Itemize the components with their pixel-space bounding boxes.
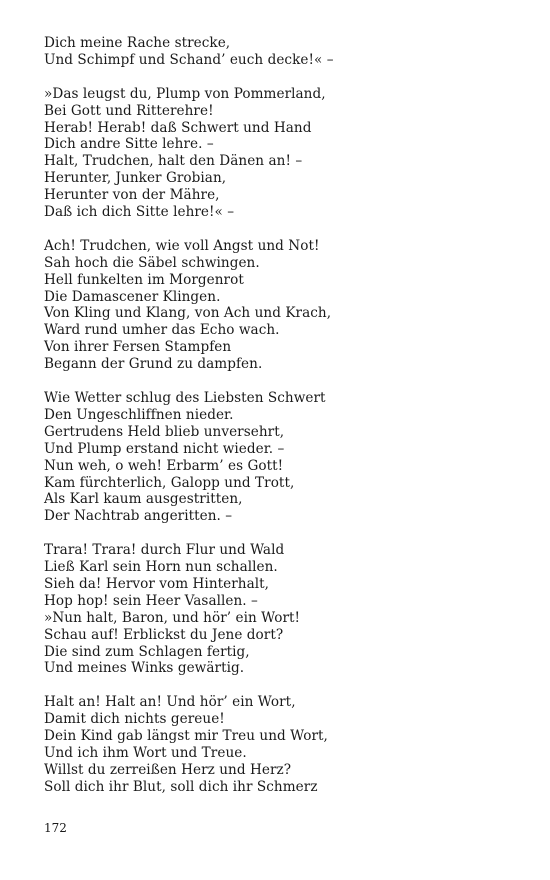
poem-line: Damit dich nichts gereue!	[44, 711, 225, 728]
poem-line: Ward rund umher das Echo wach.	[44, 322, 280, 339]
stanza	[44, 238, 524, 373]
stanza	[44, 86, 524, 221]
poem-line: Bei Gott und Ritterehre!	[44, 102, 214, 119]
poem-line: Herunter, Junker Grobian,	[44, 170, 227, 187]
poem-line: Ach! Trudchen, wie voll Angst und Not!	[44, 237, 320, 254]
poem-line: Dein Kind gab längst mir Treu und Wort,	[44, 728, 328, 745]
stanza	[44, 542, 524, 677]
poem-line: Von Kling und Klang, von Ach und Krach,	[44, 305, 332, 322]
poem-line: Und ich ihm Wort und Treue.	[44, 744, 247, 761]
poem-line: Daß ich dich Sitte lehre!« –	[44, 204, 235, 221]
stanza	[44, 694, 524, 795]
poem-line: Herunter von der Mähre,	[44, 187, 220, 204]
stanza	[44, 35, 524, 69]
poem-line: Wie Wetter schlug des Liebsten Schwert	[44, 389, 326, 406]
poem-line: Hop hop! sein Heer Vasallen. –	[44, 592, 258, 609]
poem-line: Der Nachtrab angeritten. –	[44, 508, 233, 525]
poem-line: Hell funkelten im Morgenrot	[44, 271, 244, 288]
poem-line: Gertrudens Held blieb unversehrt,	[44, 423, 285, 440]
page-number: 172	[44, 821, 67, 835]
poem-line: Dich meine Rache strecke,	[44, 35, 231, 51]
poem-line: Von ihrer Fersen Stampfen	[44, 339, 232, 356]
poem-line: Den Ungeschliffnen nieder.	[44, 406, 234, 423]
poem-line: Als Karl kaum ausgestritten,	[44, 491, 243, 508]
poem-text	[44, 35, 524, 813]
poem-line: Trara! Trara! durch Flur und Wald	[44, 542, 285, 559]
poem-line: Herab! Herab! daß Schwert und Hand	[44, 119, 312, 136]
stanza	[44, 390, 524, 525]
poem-line: »Das leugst du, Plump von Pommerland,	[44, 85, 326, 102]
poem-line: Begann der Grund zu dampfen.	[44, 356, 263, 373]
poem-line: Schau auf! Erblickst du Jene dort?	[44, 626, 284, 643]
poem-line: Die sind zum Schlagen fertig,	[44, 643, 250, 660]
poem-line: Und Plump erstand nicht wieder. –	[44, 440, 285, 457]
poem-line: Sah hoch die Säbel schwingen.	[44, 254, 260, 271]
poem-line: Und Schimpf und Schand’ euch decke!« –	[44, 51, 334, 68]
poem-line: Kam fürchterlich, Galopp und Trott,	[44, 474, 295, 491]
poem-line: Sieh da! Hervor vom Hinterhalt,	[44, 575, 270, 592]
poem-line: Nun weh, o weh! Erbarm’ es Gott!	[44, 457, 284, 474]
poem-line: Soll dich ihr Blut, soll dich ihr Schmerz	[44, 778, 318, 795]
poem-line: Und meines Winks gewärtig.	[44, 660, 245, 677]
poem-line: Ließ Karl sein Horn nun schallen.	[44, 559, 278, 576]
poem-line: Die Damascener Klingen.	[44, 288, 221, 305]
poem-line: Dich andre Sitte lehre. –	[44, 136, 214, 153]
poem-line: Willst du zerreißen Herz und Herz?	[44, 761, 292, 778]
poem-line: Halt, Trudchen, halt den Dänen an! –	[44, 153, 303, 170]
poem-line: Halt an! Halt an! Und hör’ ein Wort,	[44, 694, 296, 711]
poem-line: »Nun halt, Baron, und hör’ ein Wort!	[44, 609, 301, 626]
